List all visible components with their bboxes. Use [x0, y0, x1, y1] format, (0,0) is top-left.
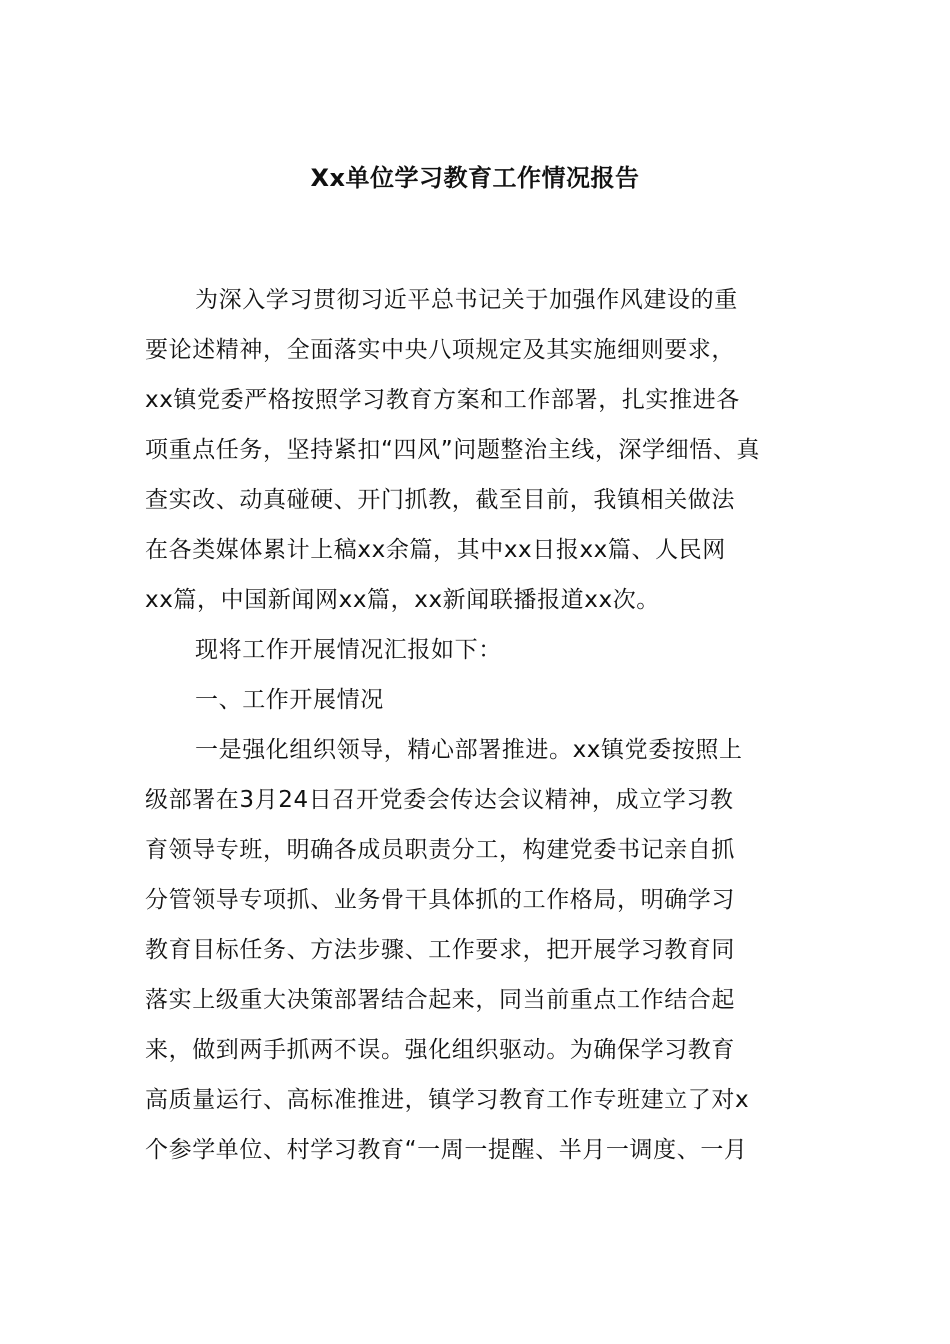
paragraph-line: 一是强化组织领导，精心部署推进。xx镇党委按照上 [195, 737, 743, 763]
paragraph-line: 个参学单位、村学习教育“一周一提醒、半月一调度、一月 [145, 1137, 748, 1163]
paragraph-line: 项重点任务，坚持紧扣“四风”问题整治主线，深学细悟、真 [145, 437, 761, 463]
paragraph-line: 教育目标任务、方法步骤、工作要求，把开展学习教育同 [145, 937, 735, 963]
paragraph-line: 在各类媒体累计上稿xx余篇，其中xx日报xx篇、人民网 [145, 537, 726, 563]
paragraph-line: 为深入学习贯彻习近平总书记关于加强作风建设的重 [195, 287, 738, 313]
paragraph-line: xx篇，中国新闻网xx篇，xx新闻联播报道xx次。 [145, 587, 660, 613]
paragraph-line: 来，做到两手抓两不误。强化组织驱动。为确保学习教育 [145, 1037, 735, 1063]
document-title: Xx单位学习教育工作情况报告 [310, 164, 640, 192]
paragraph-line: 高质量运行、高标准推进，镇学习教育工作专班建立了对x [145, 1087, 750, 1113]
paragraph-line: 育领导专班，明确各成员职责分工，构建党委书记亲自抓 [145, 837, 735, 863]
paragraph-line: 查实改、动真碰硬、开门抓教，截至目前，我镇相关做法 [145, 487, 735, 513]
section-heading: 一、工作开展情况 [195, 687, 384, 713]
paragraph-line: xx镇党委严格按照学习教育方案和工作部署，扎实推进各 [145, 387, 740, 413]
paragraph-line: 分管领导专项抓、业务骨干具体抓的工作格局，明确学习 [145, 887, 735, 913]
paragraph-line: 落实上级重大决策部署结合起来，同当前重点工作结合起 [145, 987, 735, 1013]
paragraph-line: 要论述精神，全面落实中央八项规定及其实施细则要求， [145, 337, 735, 363]
paragraph-line: 级部署在3月24日召开党委会传达会议精神，成立学习教 [145, 787, 734, 813]
paragraph-line: 现将工作开展情况汇报如下： [195, 637, 502, 663]
